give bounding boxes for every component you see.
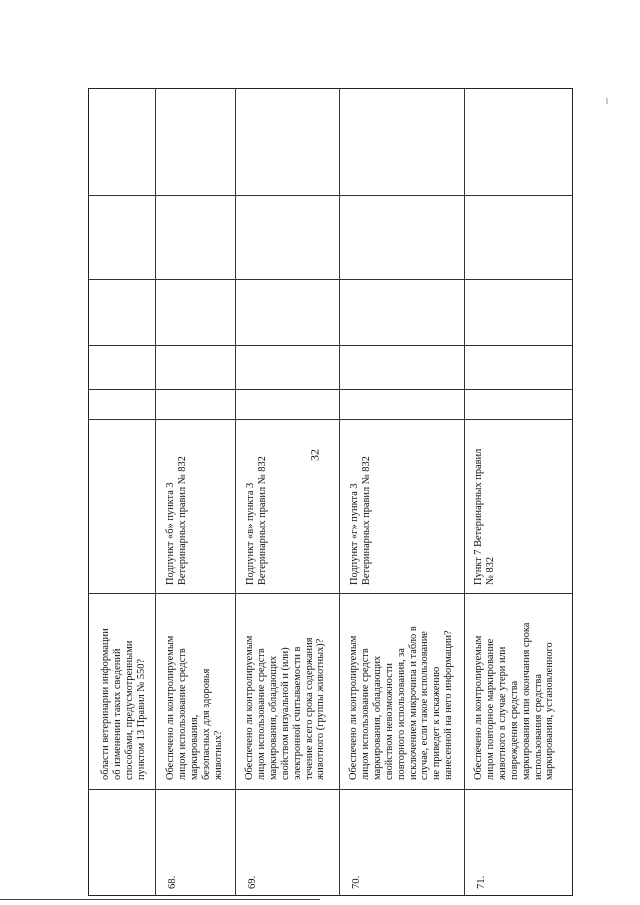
row-number: 69. <box>247 875 258 889</box>
scan-mark <box>606 98 608 104</box>
column-divider <box>89 419 572 420</box>
column-divider <box>89 195 572 196</box>
reference-text: Подпункт «г» пункта 3 Ветеринарных правил № 832 <box>349 456 372 585</box>
row-number: 68. <box>167 875 178 889</box>
row-divider <box>464 89 465 895</box>
row-number: 71. <box>476 875 487 889</box>
column-divider <box>89 389 572 390</box>
reference-text: Подпункт «в» пункта 3 Ветеринарных правил № 832 <box>245 456 268 585</box>
question-text: Обеспечено ли контролируемым лицом использование средств маркирования, обладающих свойством визуальной и (или) электронной считываемости в течение всего срока содержания животного (группы животных)? <box>244 635 327 780</box>
row-divider <box>339 89 340 895</box>
question-text: области ветеринарии информации об изменении таких сведений способами, предусмотренными пунктом 13 Правил № 550? <box>100 628 147 780</box>
column-divider <box>89 345 572 346</box>
column-divider <box>89 789 572 790</box>
question-text: Обеспечено ли контролируемым лицом использование средств маркирования, обладающих свойством невозможности повторного использования, за исключением микрочипа и табло в случае, если такое использование не приведет к искажению нанесенной на него информации? <box>348 626 455 780</box>
checklist-table <box>88 88 573 896</box>
row-divider <box>155 89 156 895</box>
question-text: Обеспечено ли контролируемым лицом использование средств маркирования, безопасных для здоровья животных? <box>165 635 224 780</box>
column-divider <box>89 279 572 280</box>
row-divider <box>235 89 236 895</box>
row-number: 70. <box>351 875 362 889</box>
reference-text: Пункт 7 Ветеринарных правил № 832 <box>473 448 496 585</box>
page-number: 32 <box>307 449 322 461</box>
scan-edge-line <box>0 899 320 900</box>
reference-text: Подпункт «б» пункта 3 Ветеринарных правил № 832 <box>165 456 188 585</box>
question-text: Обеспечено ли контролируемым лицом повторное маркирование животного в случае утери или повреждения средства маркирования или окончания срока использования средства маркирования, установленного <box>473 622 556 780</box>
